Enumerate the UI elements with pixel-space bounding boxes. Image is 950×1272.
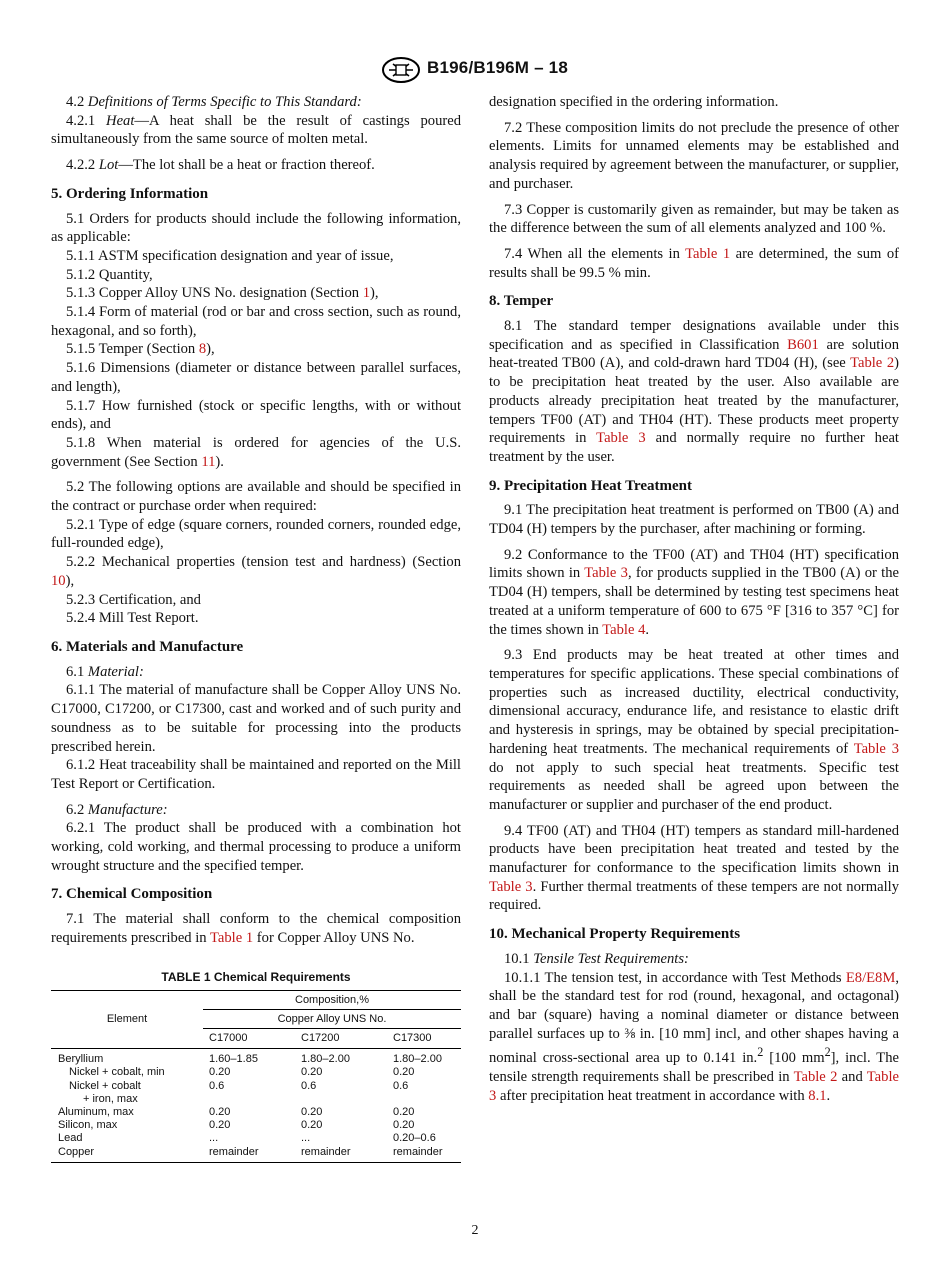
table-cell-value: remainder [301, 1145, 351, 1158]
para-5-2-2: 5.2.2 Mechanical properties (tension test and hardness) (Section 10), [51, 554, 461, 589]
para-5-2: 5.2 The following options are available and should be specified in the contract or purchase order when required: [51, 479, 461, 515]
table-cell-value: 0.20 [209, 1105, 231, 1118]
table-cell-value: 1.60–1.85 [209, 1053, 258, 1066]
table-header-element: Element [51, 990, 203, 1049]
table-link[interactable]: Table 3 [489, 1068, 899, 1104]
standard-link[interactable]: E8/E8M [845, 969, 896, 986]
para-5-2-3: 5.2.3 Certification, and [66, 591, 201, 608]
table-cell-element: Beryllium [58, 1053, 104, 1066]
para-6-1: 6.1 Material: [66, 663, 144, 680]
para-5-2-4: 5.2.4 Mill Test Report. [66, 610, 199, 627]
para-5-1-3: 5.1.3 Copper Alloy UNS No. designation (Section 1), [66, 285, 379, 302]
astm-logo-icon [381, 56, 421, 84]
para-9-2: 9.2 Conformance to the TF00 (AT) and TH04 (HT) specification limits shown in Table 3, for products supplied in the TB00 (A) or the TD04 (H) tempers, shall be determined by testing test specimens heat treated at a uniform temperature of 600 to 675 °F [316 to 357 °C] for the times shown in Table 4. [489, 546, 899, 638]
document-id: B196/B196M – 18 [427, 58, 568, 77]
left-column [51, 93, 461, 1163]
table-link[interactable]: Table 3 [596, 430, 646, 447]
table-link[interactable]: Table 3 [584, 565, 628, 582]
table-cell-value: 0.20 [301, 1105, 323, 1118]
section-link[interactable]: 8.1 [808, 1087, 827, 1104]
table-cell-value: 0.6 [209, 1079, 225, 1092]
table-link[interactable]: Table 1 [210, 929, 254, 946]
para-8-1: 8.1 The standard temper designations available under this specification and as specified in Classification B601 are solution heat-treated TB00 (A), and cold-drawn hard TD04 (H), (see Table 2) to be precipitation heat treated by the user. Also available are products already precipitation heat treated by the manufacturer, tempers TF00 (AT) and TH04 (HT). These products meet property requirements in Table 3 and normally require no further heat treatment by the user. [489, 318, 899, 465]
table-link[interactable]: Table 3 [489, 878, 533, 895]
para-6-2-1: 6.2.1 The product shall be produced with a combination hot working, cold working, and thermal processing to produce a uniform wrought structure and the specified temper. [51, 820, 461, 874]
section-link[interactable]: 8 [198, 341, 207, 358]
table-header-col: C17300 [387, 1028, 461, 1048]
table-cell-element: Lead [58, 1132, 83, 1145]
table-cell-value: 1.80–2.00 [301, 1053, 350, 1066]
section-heading-9: 9. Precipitation Heat Treatment [489, 477, 693, 494]
section-link[interactable]: 1 [362, 285, 371, 302]
right-column [489, 93, 899, 1105]
table-cell-value: 0.20–0.6 [393, 1132, 436, 1145]
table-cell-value: 0.20 [209, 1066, 231, 1079]
table-cell-value: 0.20 [301, 1119, 323, 1132]
table-cell-element: Nickel + cobalt, min [69, 1066, 165, 1079]
table-row [51, 1132, 461, 1145]
section-heading-10: 10. Mechanical Property Requirements [489, 926, 741, 943]
para-5-1-5: 5.1.5 Temper (Section 8), [66, 341, 215, 358]
para-9-3: 9.3 End products may be heat treated at other times and temperatures for specific applications. These special combinations of properties such as increased ductility, electrical conductivity, dimensional accuracy, endurance life, and resistance to elastic drift and hysteresis in springs, may be obtained by special precipitation-hardening heat treatments. The mechanical requirements of Table 3 do not apply to such special heat treatments. Specific test requirements as needed shall be agreed upon between the manufacturer or supplier and purchaser of the end product. [489, 647, 899, 813]
table-row [51, 1080, 461, 1106]
table-row [51, 1119, 461, 1132]
table-cell-element: Silicon, max [58, 1119, 118, 1132]
table-cell-value: 1.80–2.00 [393, 1053, 442, 1066]
para-6-1-1: 6.1.1 The material of manufacture shall be Copper Alloy UNS No. C17000, C17200, or C17300, cast and worked and of such purity and soundness as to be suitable for processing into the products prescribed herein. [51, 682, 461, 755]
standard-link[interactable]: B601 [787, 336, 819, 353]
table-cell-value: 0.20 [393, 1105, 415, 1118]
para-7-2: 7.2 These composition limits do not preclude the presence of other elements. Limits for unnamed elements may be established and analysis required by agreement between the manufacturer, or supplier, and purchaser. [489, 119, 899, 192]
table-cell-value: 0.20 [393, 1066, 415, 1079]
table-cell-value: remainder [209, 1145, 259, 1158]
table-row [51, 1066, 461, 1079]
table-header-composition: Composition,% [203, 990, 461, 1009]
table-cell-element: Copper [58, 1145, 95, 1158]
section-heading-8: 8. Temper [489, 293, 554, 310]
para-7-4: 7.4 When all the elements in Table 1 are determined, the sum of results shall be 99.5 % min. [489, 245, 900, 281]
para-5-1-7: 5.1.7 How furnished (stock or specific lengths, with or without ends), and [51, 397, 461, 433]
table-cell-element: Aluminum, max [58, 1105, 134, 1118]
table-link[interactable]: Table 3 [853, 740, 899, 757]
table-cell-element: Nickel + cobalt + iron, max [69, 1079, 141, 1105]
table-header-uns: Copper Alloy UNS No. [203, 1009, 461, 1028]
table-header-col: C17200 [295, 1028, 387, 1048]
para-4-2: 4.2 Definitions of Terms Specific to This Standard: [66, 94, 362, 110]
table-cell-value: remainder [393, 1145, 443, 1158]
para-10-1-1: 10.1.1 The tension test, in accordance with Test Methods E8/E8M, shall be the standard test for rod (round, hexagonal, and octagonal) and bar (square) having a nominal diameter or distance between parallel surfaces up to ⅜ in. [10 mm] incl, and other shapes having a nominal cross-sectional area up to 0.141 in.$^2$ [100 $mm^2$], incl. The tensile strength requirements shall be prescribed in Table 2 and Table 3 after precipitation heat treatment in accordance with 8.1. [489, 969, 899, 1104]
table-link[interactable]: Table 2 [850, 355, 895, 372]
table-cell-value: 0.6 [393, 1079, 409, 1092]
table-1-title: TABLE 1 Chemical Requirements [161, 969, 351, 984]
page-header [0, 56, 950, 86]
para-7-1-continued: designation specified in the ordering information. [489, 94, 779, 110]
section-link[interactable]: 11 [201, 453, 216, 470]
para-5-1: 5.1 Orders for products should include the following information, as applicable: [51, 210, 461, 246]
para-5-1-6: 5.1.6 Dimensions (diameter or distance between parallel surfaces, and length), [51, 360, 461, 395]
para-4-2-2: 4.2.2 Lot—The lot shall be a heat or fraction thereof. [66, 157, 375, 174]
chemical-requirements-table [51, 990, 461, 1163]
para-4-2-1: 4.2.1 Heat—A heat shall be the result of castings poured simultaneously from the same source of molten metal. [51, 112, 461, 148]
para-6-1-2: 6.1.2 Heat traceability shall be maintained and reported on the Mill Test Report or Certification. [51, 757, 461, 792]
table-link[interactable]: Table 4 [602, 621, 646, 638]
section-heading-5: 5. Ordering Information [51, 185, 209, 202]
table-cell-value: ... [301, 1132, 311, 1145]
para-5-1-4: 5.1.4 Form of material (rod or bar and cross section, such as round, hexagonal, and so forth), [51, 304, 461, 339]
section-heading-6: 6. Materials and Manufacture [51, 638, 244, 655]
table-row [51, 1106, 461, 1119]
table-link[interactable]: Table 1 [685, 245, 731, 262]
table-cell-value: 0.20 [209, 1119, 231, 1132]
para-6-2: 6.2 Manufacture: [66, 801, 168, 818]
table-cell-value: 0.20 [301, 1066, 323, 1079]
table-cell-value: 0.6 [301, 1079, 317, 1092]
section-heading-7: 7. Chemical Composition [51, 886, 213, 903]
table-link[interactable]: Table 2 [793, 1068, 838, 1085]
table-row [51, 1049, 461, 1067]
para-5-1-1: 5.1.1 ASTM specification designation and year of issue, [66, 247, 394, 264]
table-row [51, 1146, 461, 1163]
para-10-1: 10.1 Tensile Test Requirements: [504, 950, 689, 967]
para-7-3: 7.3 Copper is customarily given as remainder, but may be taken as the difference between the sum of all elements analyzed and 100 %. [489, 201, 899, 237]
para-9-4: 9.4 TF00 (AT) and TH04 (HT) tempers as standard mill-hardened products have been precipitation heat treated and tested by the manufacturer for conformance to the specification limits shown in Table 3. Further thermal treatments of these tempers are not normally required. [489, 822, 899, 914]
para-9-1: 9.1 The precipitation heat treatment is performed on TB00 (A) and TD04 (H) tempers by the purchaser, after machining or forming. [489, 502, 899, 538]
para-7-1: 7.1 The material shall conform to the chemical composition requirements prescribed in Table 1 for Copper Alloy UNS No. [51, 911, 461, 946]
section-link[interactable]: 10 [51, 572, 66, 589]
para-5-1-8: 5.1.8 When material is ordered for agencies of the U.S. government (See Section 11). [51, 434, 461, 470]
para-5-1-2: 5.1.2 Quantity, [66, 266, 153, 283]
table-cell-value: ... [209, 1132, 219, 1145]
table-cell-value: 0.20 [393, 1119, 415, 1132]
para-5-2-1: 5.2.1 Type of edge (square corners, rounded corners, rounded edge, full-rounded edge), [51, 516, 461, 552]
page-number: 2 [471, 1223, 479, 1238]
table-header-col: C17000 [203, 1028, 295, 1048]
